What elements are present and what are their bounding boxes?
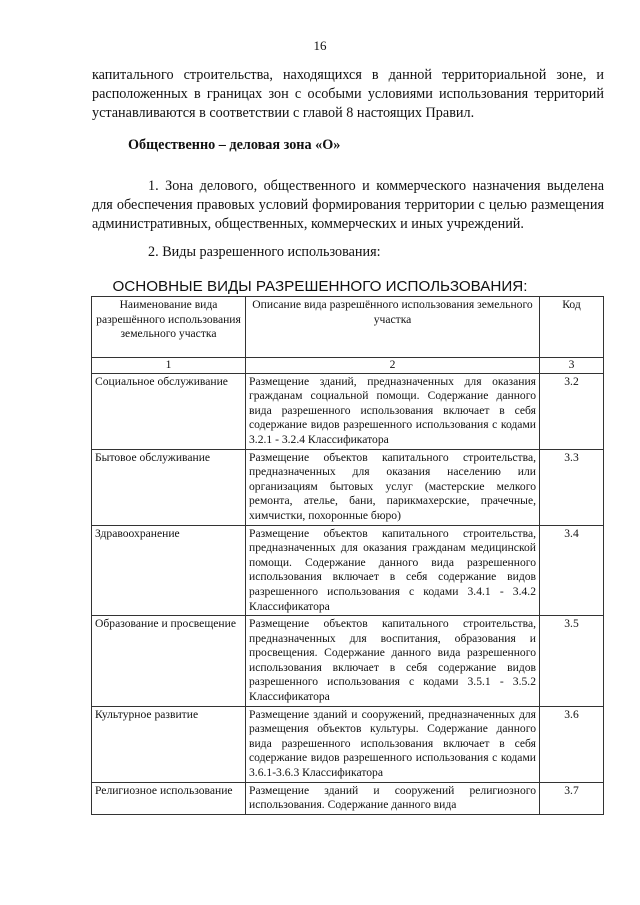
zone-heading: Общественно – деловая зона «О» — [128, 137, 341, 153]
table-row — [92, 525, 604, 616]
use-description: Размещение зданий и сооружений, предназначенных для размещения объектов культуры. Содержание данного вида разрешенного использования включает в себя содержание видов разрешенного использования с кодами 3.6.1-3.6.3 Классификатора — [246, 706, 540, 782]
table-row — [92, 706, 604, 782]
table-row — [92, 782, 604, 814]
table-title: ОСНОВНЫЕ ВИДЫ РАЗРЕШЕННОГО ИСПОЛЬЗОВАНИЯ: — [112, 278, 528, 295]
column-number-row — [92, 358, 604, 374]
use-code: 3.7 — [540, 782, 604, 814]
column-number: 2 — [246, 358, 540, 374]
column-number: 3 — [540, 358, 604, 374]
use-name: Здравоохранение — [92, 525, 246, 616]
use-code: 3.2 — [540, 373, 604, 449]
use-code: 3.5 — [540, 616, 604, 707]
use-code: 3.6 — [540, 706, 604, 782]
table-row — [92, 373, 604, 449]
header-code: Код — [540, 297, 604, 358]
use-description: Размещение объектов капитального строительства, предназначенных для воспитания, образования и просвещения. Содержание данного вида разрешенного использования включает в себя содержание видов разрешенного использования с кодами 3.5.1 - 3.5.2 Классификатора — [246, 616, 540, 707]
permitted-uses-table — [91, 296, 604, 815]
table-row — [92, 616, 604, 707]
header-description: Описание вида разрешённого использования земельного участка — [246, 297, 540, 358]
use-name: Культурное развитие — [92, 706, 246, 782]
use-name: Социальное обслуживание — [92, 373, 246, 449]
use-description: Размещение объектов капитального строительства, предназначенных для оказания гражданам медицинской помощи. Содержание данного вида разрешенного использования включает в себя содержание видов разрешенного использования с кодами 3.4.1 - 3.4.2 Классификатора — [246, 525, 540, 616]
use-description: Размещение объектов капитального строительства, предназначенных для оказания населению или организациям бытовых услуг (мастерские мелкого ремонта, ателье, бани, парикмахерские, прачечные, химчистки, похоронные бюро) — [246, 449, 540, 525]
zone-description-paragraph: 1. Зона делового, общественного и коммерческого назначения выделена для обеспечения правовых условий формирования территории с целью размещения административных, общественных, коммерческих и иных учреждений. — [92, 178, 604, 232]
page-number: 16 — [313, 38, 327, 53]
use-code: 3.4 — [540, 525, 604, 616]
use-description: Размещение зданий, предназначенных для оказания гражданам социальной помощи. Содержание данного вида разрешенного использования включает в себя содержание видов разрешенного использования с кодами 3.2.1 - 3.2.4 Классификатора — [246, 373, 540, 449]
permitted-uses-paragraph: 2. Виды разрешенного использования: — [148, 244, 381, 260]
use-code: 3.3 — [540, 449, 604, 525]
intro-paragraph: капитального строительства, находящихся в данной территориальной зоне, и расположенных в границах зон с особыми условиями использования территорий устанавливаются в соответствии с главой 8 настоящих Правил. — [92, 67, 604, 121]
column-number: 1 — [92, 358, 246, 374]
use-name: Религиозное использование — [92, 782, 246, 814]
header-name: Наименование вида разрешённого использования земельного участка — [92, 297, 246, 358]
use-description: Размещение зданий и сооружений религиозного использования. Содержание данного вида — [246, 782, 540, 814]
table-row — [92, 449, 604, 525]
use-name: Образование и просвещение — [92, 616, 246, 707]
use-name: Бытовое обслуживание — [92, 449, 246, 525]
table-header-row — [92, 297, 604, 358]
